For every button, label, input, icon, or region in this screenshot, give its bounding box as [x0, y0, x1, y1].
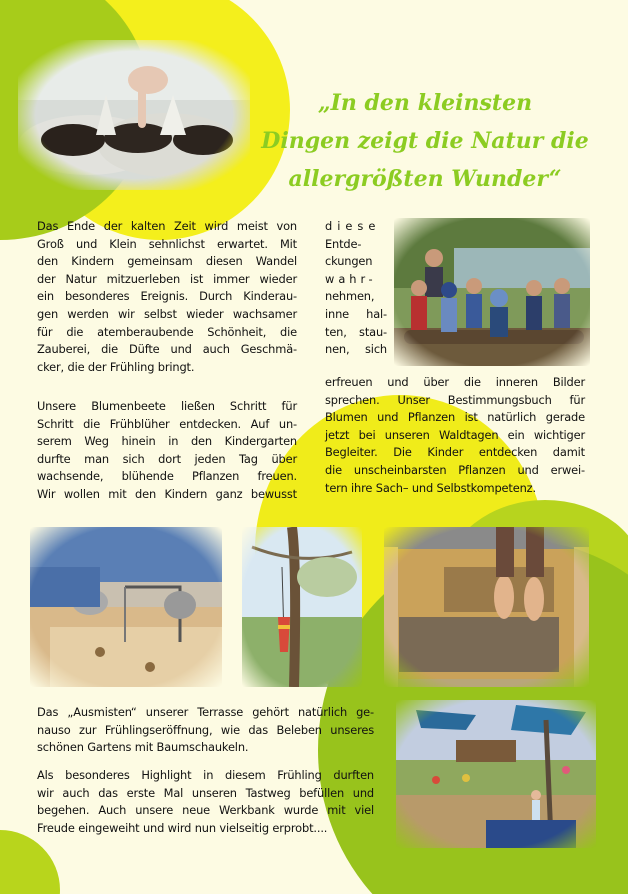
quote-line: „In den kleinsten — [317, 90, 533, 116]
text-line: nehmen, — [325, 289, 375, 304]
bottom-paragraph-2 — [37, 767, 374, 837]
text-line: nauso zur Frühlingseröffnung, wie das Beleben unseres — [37, 722, 374, 737]
photo-children-outdoors — [394, 218, 590, 366]
text-line: wachsende, blühende Pflanzen freuen. — [37, 469, 297, 484]
text-line: jetzt bei unseren Waldtagen ein wichtiger — [325, 427, 585, 442]
text-line: schönen Gartens mit Baumschaukeln. — [37, 740, 249, 755]
text-line: begehen. Auch unsere neue Werkbank wurde mit viel — [37, 803, 374, 818]
text-line: Begleiter. Die Kinder entdecken damit — [325, 445, 585, 460]
right-narrow-column — [325, 218, 387, 359]
right-wide-column — [325, 374, 585, 497]
text-line: wahr- — [325, 271, 377, 286]
text-line: cker, die der Frühling bringt. — [37, 359, 195, 374]
photo-workbench-saw — [30, 527, 222, 687]
text-line: gen werden wir selbst wieder wachsamer — [37, 306, 297, 321]
bottom-paragraph-1 — [37, 704, 374, 757]
text-line: Das Ende der kalten Zeit wird meist von — [37, 219, 297, 233]
photo-seedling-tray — [18, 40, 250, 190]
text-line: ckungen — [325, 254, 373, 269]
text-line: Zauberei, die Düfte und auch Geschmä- — [37, 342, 297, 357]
page-quote — [240, 84, 610, 198]
text-line: Entde- — [325, 236, 362, 251]
text-line: Das „Ausmisten“ unserer Terrasse gehört natürlich ge- — [37, 705, 374, 719]
text-line: ein besonderes Ereignis. Durch Kinderau- — [37, 289, 297, 304]
photo-tactile-path — [384, 527, 589, 687]
quote-line: allergrößten Wunder“ — [288, 166, 562, 192]
photo-playground — [396, 700, 596, 848]
text-line: Als besonderes Highlight in diesem Frühling durften — [37, 768, 374, 782]
text-line: Freude eingeweiht und wird nun vielseitig erprobt.... — [37, 820, 328, 835]
text-line: Blumen und Pflanzen ist natürlich gerade — [325, 410, 585, 425]
text-line: Groß und Klein sehnlichst erwartet. Mit — [37, 236, 297, 251]
text-line: die unscheinbarsten Pflanzen und erwei- — [325, 462, 585, 477]
text-line: den Kindern gemeinsam diesen Wandel — [37, 254, 297, 269]
text-line: wir auch das erste Mal unseren Tastweg befüllen und — [37, 785, 374, 800]
text-line: nen, sich — [325, 342, 387, 357]
text-line: diese — [325, 219, 381, 233]
text-line: für die atemberaubende Schönheit, die — [37, 324, 297, 339]
quote-line: Dingen zeigt die Natur die — [261, 128, 589, 154]
text-line: der Natur mitzuerleben ist immer wieder — [37, 271, 297, 286]
text-line: ten, stau- — [325, 324, 387, 339]
text-line: durfte man sich dort jeden Tag über — [37, 451, 297, 466]
left-paragraph-1 — [37, 218, 297, 376]
text-line: Wir wollen mit den Kindern ganz bewusst — [37, 486, 297, 501]
text-line: sprechen. Unser Bestimmungsbuch für — [325, 392, 585, 407]
text-line: tern ihre Sach– und Selbstkompetenz. — [325, 480, 536, 495]
photo-tree-swing — [242, 527, 362, 687]
green-circle-bottom-left — [0, 830, 60, 894]
text-line: inne hal- — [325, 306, 387, 321]
text-line: serem Weg hinein in den Kindergarten — [37, 434, 297, 449]
text-line: Schritt die Frühblüher entdecken. Auf un- — [37, 416, 297, 431]
text-line: erfreuen und über die inneren Bilder — [325, 375, 585, 389]
text-line: Unsere Blumenbeete ließen Schritt für — [37, 399, 297, 413]
left-paragraph-2 — [37, 398, 297, 504]
